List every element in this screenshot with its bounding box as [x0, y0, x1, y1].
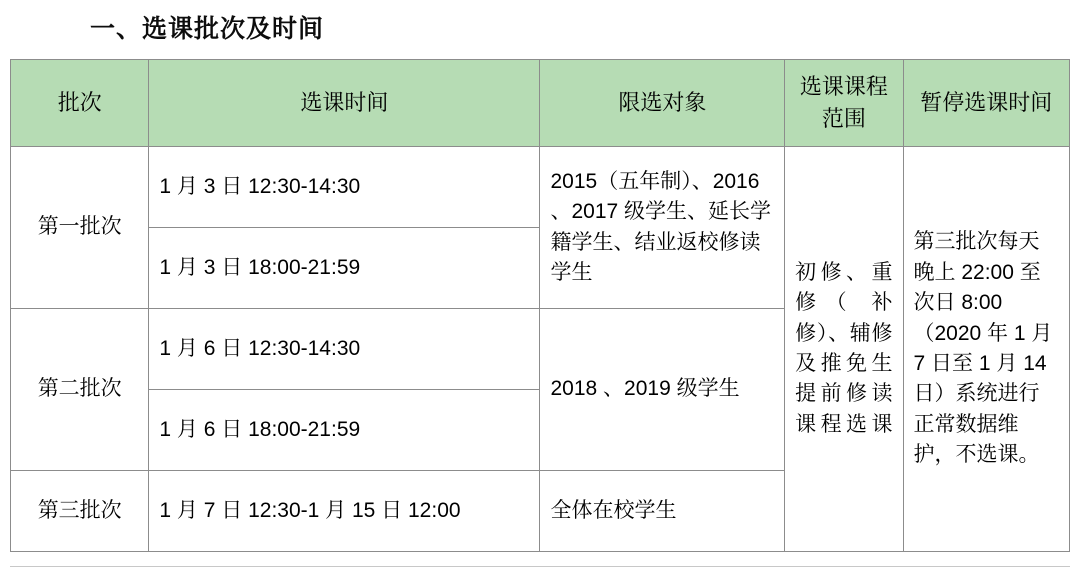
table-row	[11, 147, 1070, 228]
cell-batch-1: 第一批次	[11, 147, 149, 309]
cell-target-1: 2015（五年制）、2016 、2017 级学生、延长学籍学生、结业返校修读学生	[540, 147, 785, 309]
cell-batch-3: 第三批次	[11, 471, 149, 552]
cell-batch-2: 第二批次	[11, 309, 149, 471]
bottom-divider	[10, 566, 1070, 567]
cell-time-3a: 1 月 7 日 12:30-1 月 15 日 12:00	[149, 471, 540, 552]
cell-time-1a: 1 月 3 日 12:30-14:30	[149, 147, 540, 228]
cell-pause: 第三批次每天晚上 22:00 至次日 8:00（2020 年 1 月 7 日至 1 月 14 日）系统进行正常数据维护，不选课。	[903, 147, 1070, 552]
cell-time-2b: 1 月 6 日 18:00-21:59	[149, 390, 540, 471]
table-header-row	[11, 60, 1070, 147]
cell-scope: 初修、重 修（ 补修）、辅修及推免生提前修读课程选课	[785, 147, 903, 552]
cell-time-1b: 1 月 3 日 18:00-21:59	[149, 228, 540, 309]
column-header-scope-line1: 选课课程范围	[799, 74, 888, 131]
course-selection-schedule-table	[10, 59, 1070, 552]
cell-time-2a: 1 月 6 日 12:30-14:30	[149, 309, 540, 390]
column-header-target: 限选对象	[540, 60, 785, 147]
page-title: 一、选课批次及时间	[90, 15, 325, 43]
table-header	[11, 60, 1070, 147]
table-body	[11, 147, 1070, 552]
column-header-batch: 批次	[11, 60, 149, 147]
column-header-pause-line1: 暂停选课时间	[920, 90, 1053, 116]
column-header-time: 选课时间	[149, 60, 540, 147]
column-header-scope	[785, 60, 903, 147]
cell-target-3: 全体在校学生	[540, 471, 785, 552]
cell-target-2: 2018 、2019 级学生	[540, 309, 785, 471]
column-header-pause	[903, 60, 1070, 147]
